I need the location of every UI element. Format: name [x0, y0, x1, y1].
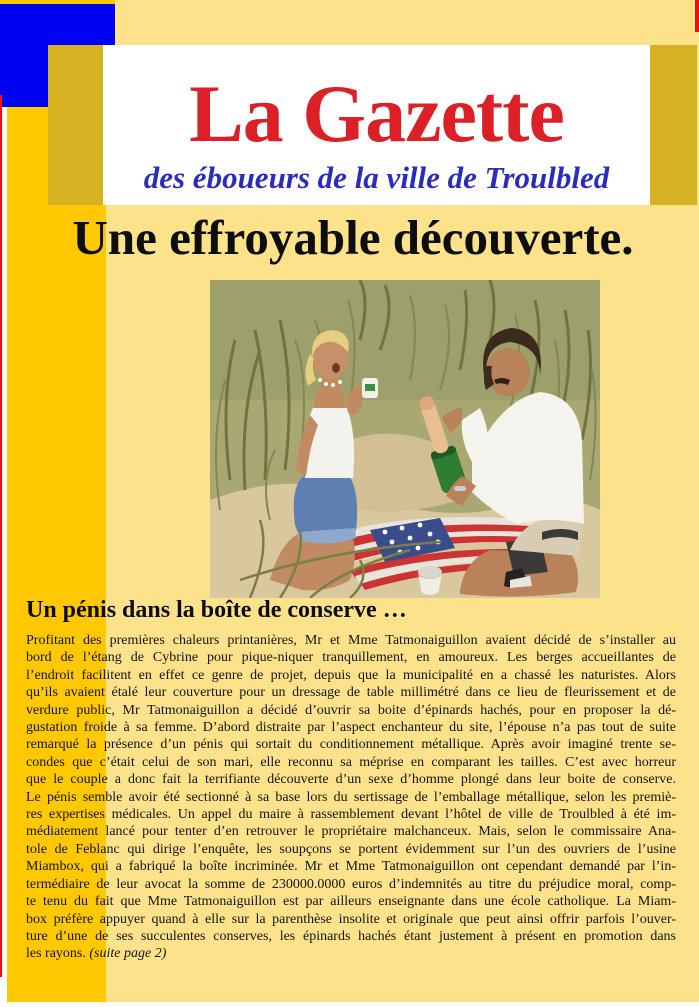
body-line: remarqué la présence d’un pénis qui sortait du conditionnement métallique. Après avoir imaginé trente se- — [26, 737, 676, 753]
body-line: médiatement lancé pour tenter d’en retrouver le propriétaire malchanceux. Mais, selon le commissaire Ana- — [26, 824, 676, 840]
left-red-line — [0, 95, 2, 977]
blue-square-top — [0, 4, 115, 45]
body-line: qu’ils avaient étalé leur couverture pour un dressage de table millimétré dans ce lieu de fleurissement et de — [26, 685, 676, 701]
body-line: l’endroit facilitent en effet ce genre de projet, depuis que la municipalité en a chassé les naturistes. Alors — [26, 667, 676, 683]
body-line: termédiaire de leur avocat la somme de 230000.0000 euros d’indemnités au titre du préjudice moral, comp- — [26, 876, 676, 892]
body-closing-text: les rayons. — [26, 946, 86, 962]
top-right-red-block — [695, 0, 699, 32]
article-photo — [210, 280, 600, 598]
body-line: verdure public, Mr Tatmonaiguillon a décidé d’ouvrir sa boite d’épinards hachés, pour en proposer la dé- — [26, 702, 676, 718]
body-line: Miambox, qui a fabriqué la boîte incriminée. Mr et Mme Tatmonaiguillon ont cependant demandé par l’in- — [26, 859, 676, 875]
masthead-left-gold-band — [48, 45, 106, 205]
body-line: tole de Feblanc qui dirige l’enquête, les soupçons se portent évidemment sur l’un des ouvriers de l’usine — [26, 841, 676, 857]
body-line: gustation froide à sa femme. D’abord distraite par l’aspect enchanteur du site, l’épouse n’a pas tout de suite — [26, 720, 676, 736]
masthead-subtitle: des éboueurs de la ville de Troulbled — [143, 160, 610, 195]
body-line: Profitant des premières chaleurs printanières, Mr et Mme Tatmonaiguillon avaient décidé de s’installer au — [26, 633, 676, 648]
masthead-right-gold-band — [650, 45, 697, 205]
masthead-title: La Gazette — [189, 68, 564, 159]
continuation-note: (suite page 2) — [89, 946, 167, 962]
body-line: box préfère appuyer quand à elle sur la parenthèse insolite et originale que peut ainsi offrir parfois l’ouver- — [26, 911, 676, 927]
blue-square-leg — [0, 45, 48, 107]
article-heading: Un pénis dans la boîte de conserve … — [26, 597, 407, 623]
article-body — [26, 632, 676, 963]
body-last-line — [26, 945, 676, 962]
body-line: condes que c’était celui de son mari, elle reconnu sa méprise en comparant les tailles. C’est avec horreur — [26, 754, 676, 770]
page-headline: Une effroyable découverte. — [72, 210, 634, 265]
body-line: Le pénis semble avoir été sectionné à sa base lors du sertissage de l’emballage métallique, selon les premiè- — [26, 789, 676, 805]
body-line: te tenu du fait que Mme Tatmonaiguillon est par ailleurs enseignante dans une école catholique. La Miam- — [26, 894, 676, 910]
body-line: ture d’une de ses succulentes conserves, les épinards hachés étant justement à présent en promotion dans — [26, 928, 676, 944]
body-line: que le couple a donc fait la terrifiante découverte d’un sexe d’homme plongé dans leur boite de conserve. — [26, 772, 676, 788]
body-line: bord de l’étang de Cybrine pour pique-niquer tranquillement, en amoureux. Les berges accueillantes de — [26, 650, 676, 666]
beach-scene-illustration — [210, 280, 600, 598]
body-line: res expertises médicales. Un appel du maire à rassemblement devant l’hôtel de ville de Troulbled à été im- — [26, 807, 676, 823]
